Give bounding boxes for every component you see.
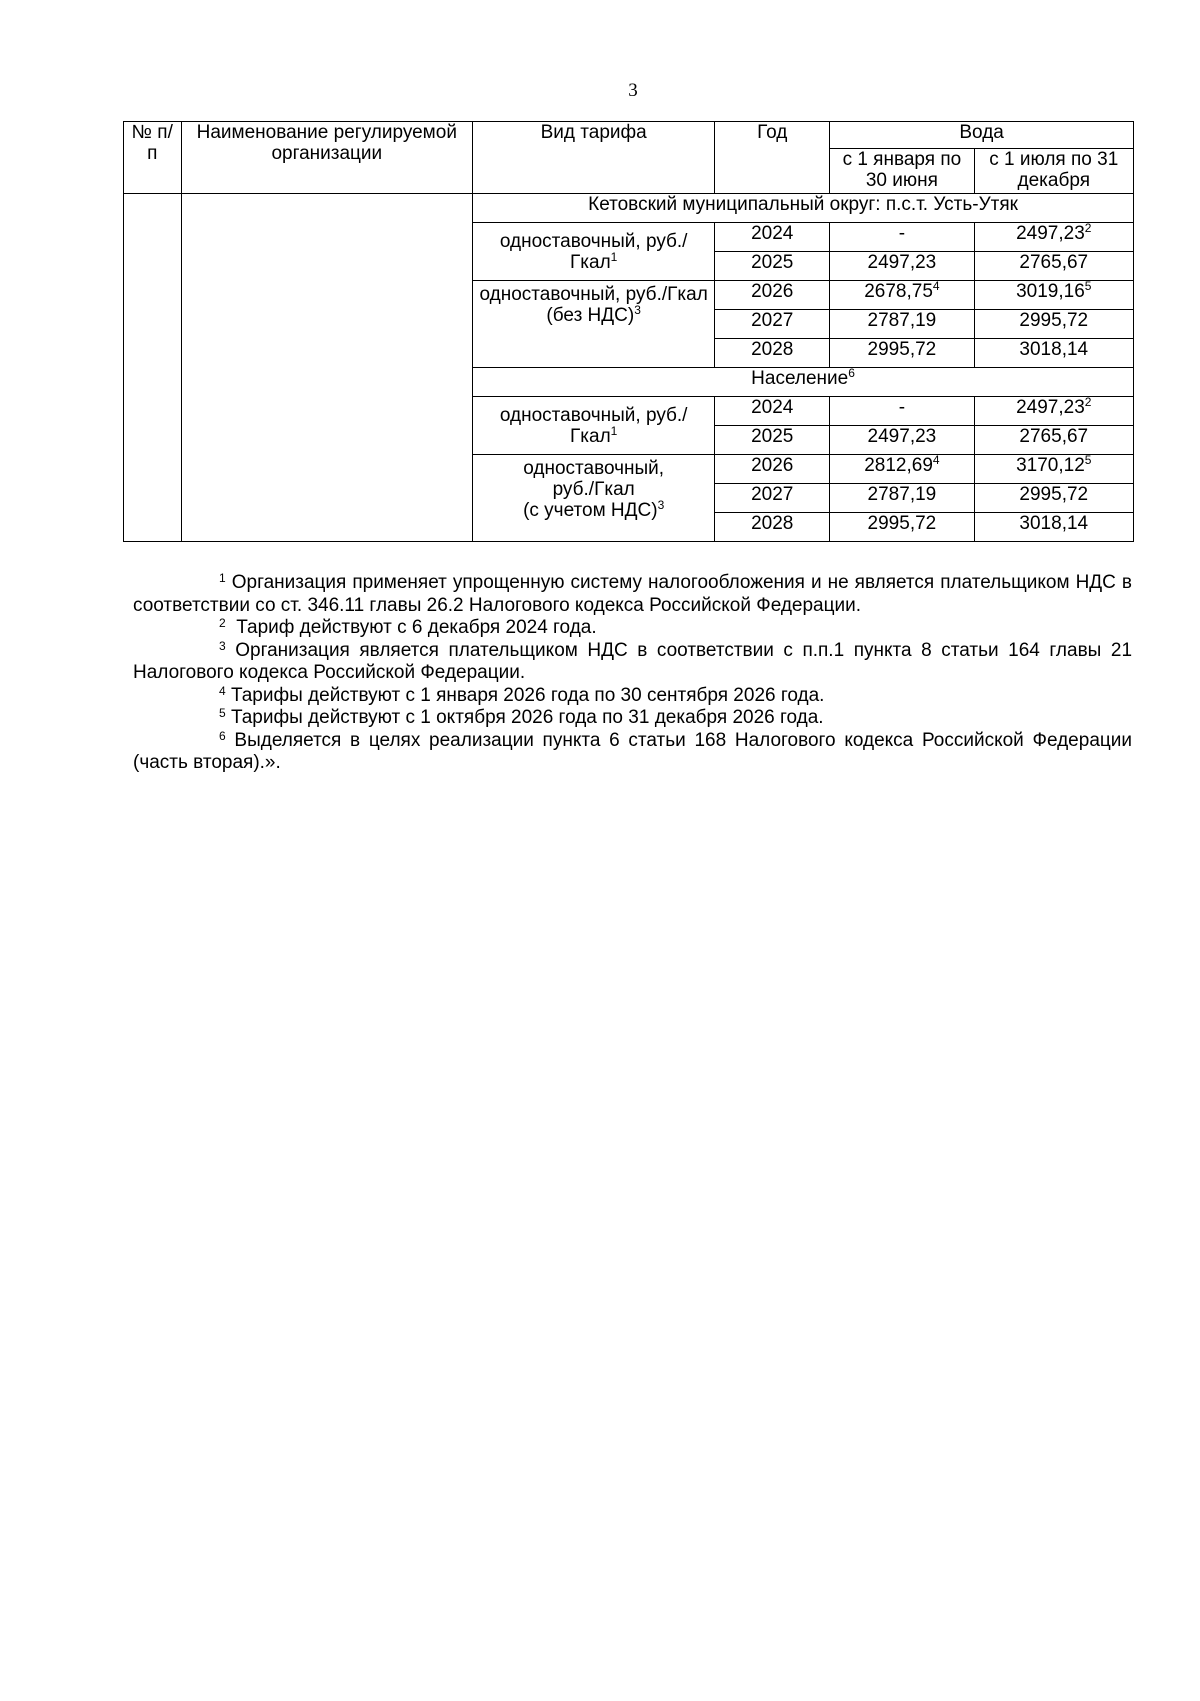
value-cell: 2678,75$^4$ [830, 281, 974, 310]
footnote: $^3$ Организация является плательщиком НДС в соответствии с п.п.1 пункта 8 статьи 164 главы 21 Налогового кодекса Российской Федерации. [133, 638, 1133, 683]
footnotes [133, 572, 1132, 775]
year-cell: 2028 [715, 339, 830, 368]
header-year: Год [715, 122, 830, 194]
num-cell [124, 194, 182, 542]
year-cell: 2027 [715, 310, 830, 339]
value-cell: 2497,23$^2$ [974, 223, 1133, 252]
year-cell: 2026 [715, 281, 830, 310]
header-row [124, 122, 1134, 149]
value-cell: 3170,12$^5$ [974, 455, 1133, 484]
value-cell: 2995,72 [974, 484, 1133, 513]
header-org: Наименование регулируемой организации [181, 122, 473, 194]
year-cell: 2024 [715, 397, 830, 426]
value-cell: 3019,16$^5$ [974, 281, 1133, 310]
value-cell: - [830, 397, 974, 426]
footnote: $^4$ Тарифы действуют с 1 января 2026 года по 30 сентября 2026 года. [219, 683, 825, 706]
footnote: $^6$ Выделяется в целях реализации пункта 6 статьи 168 Налогового кодекса Российской Федерации (часть вторая).». [133, 728, 1132, 773]
header-num: № п/п [124, 122, 182, 194]
header-period2: с 1 июля по 31 декабря [974, 149, 1133, 194]
section-title: Кетовский муниципальный округ: п.с.т. Усть-Утяк [473, 194, 1134, 223]
value-cell: 2765,67 [974, 426, 1133, 455]
year-cell: 2025 [715, 426, 830, 455]
value-cell: 2497,23 [830, 252, 974, 281]
tariff-table [123, 121, 1134, 542]
year-cell: 2027 [715, 484, 830, 513]
footnote: $^5$ Тарифы действуют с 1 октября 2026 года по 31 декабря 2026 года. [219, 706, 824, 728]
value-cell: 2765,67 [974, 252, 1133, 281]
value-cell: 2787,19 [830, 310, 974, 339]
header-period1: с 1 января по 30 июня [830, 149, 974, 194]
footnote: $^2$ Тариф действуют с 6 декабря 2024 года. [219, 616, 597, 638]
value-cell: 2497,23 [830, 426, 974, 455]
page-number: 3 [628, 80, 638, 101]
value-cell: 2995,72 [830, 513, 974, 542]
value-cell: 2995,72 [830, 339, 974, 368]
year-cell: 2025 [715, 252, 830, 281]
value-cell: 2812,69$^4$ [830, 455, 974, 484]
tariff-type-cell: одноставочный, руб./Гкал$^1$ [473, 397, 715, 455]
year-cell: 2028 [715, 513, 830, 542]
value-cell: 2787,19 [830, 484, 974, 513]
year-cell: 2026 [715, 455, 830, 484]
header-type: Вид тарифа [473, 122, 715, 194]
section-title-row [124, 194, 1134, 223]
header-water: Вода [830, 122, 1134, 149]
tariff-type-cell: одноставочный, руб./Гкал (без НДС)$^3$ [473, 281, 715, 368]
tariff-type-cell: одноставочный, руб./Гкал (с учетом НДС)$^3$ [473, 455, 715, 542]
section-title: Население$^6$ [473, 368, 1134, 397]
value-cell: 2497,23$^2$ [974, 397, 1133, 426]
value-cell: 2995,72 [974, 310, 1133, 339]
org-cell [181, 194, 473, 542]
value-cell: - [830, 223, 974, 252]
footnote: $^1$ Организация применяет упрощенную систему налогообложения и не является плательщиком НДС в соответствии со ст. 346.11 главы 26.2 Налогового кодекса Российской Федерации. [133, 571, 1132, 616]
year-cell: 2024 [715, 223, 830, 252]
value-cell: 3018,14 [974, 339, 1133, 368]
value-cell: 3018,14 [974, 513, 1133, 542]
tariff-type-cell: одноставочный, руб./Гкал$^1$ [473, 223, 715, 281]
